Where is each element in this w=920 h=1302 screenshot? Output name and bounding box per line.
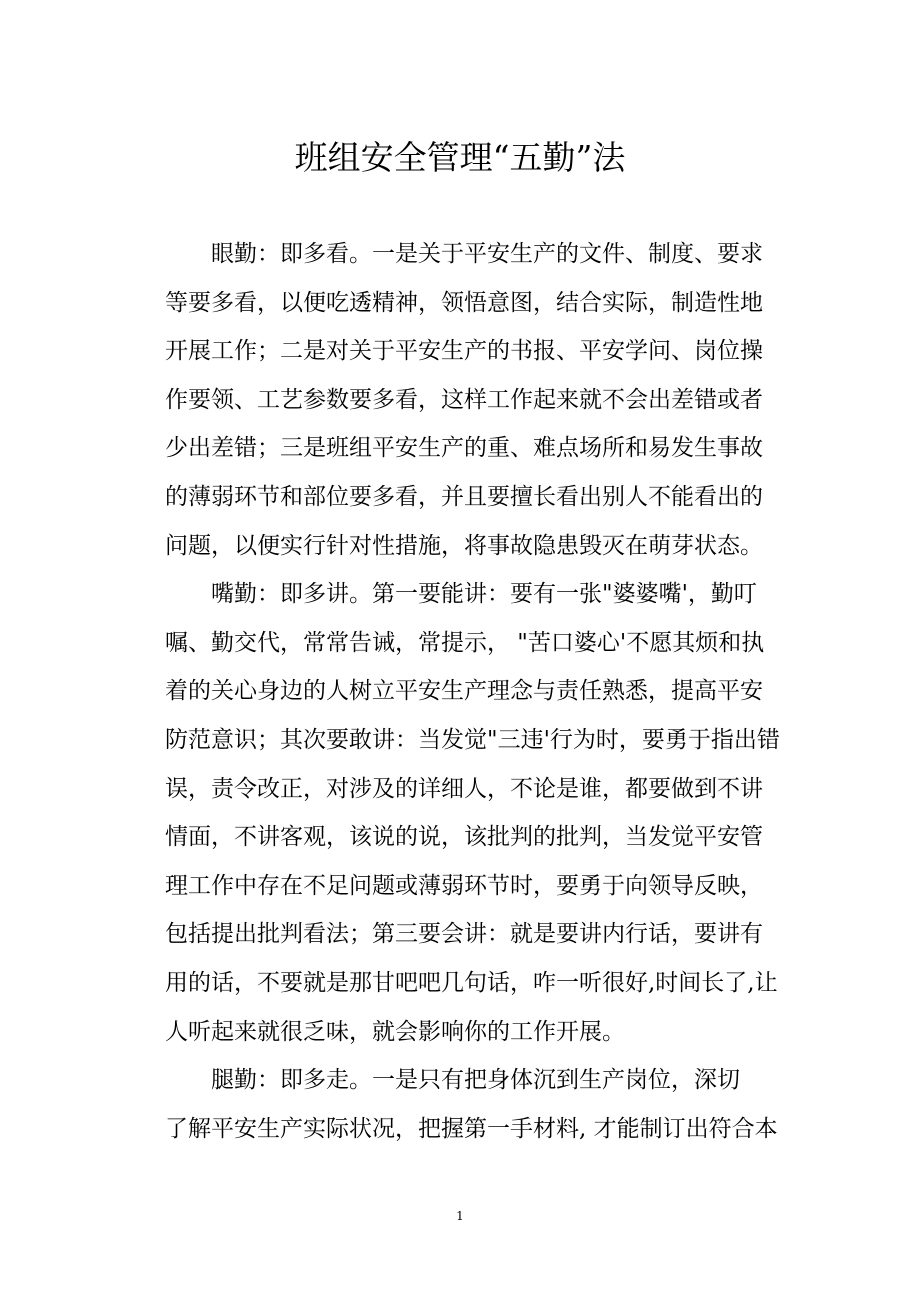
text-line: 开展工作；二是对关于平安生产的书报、平安学问、岗位操 [165,338,763,365]
text-line: 情面，不讲客观，该说的说，该批判的批判，当发觉平安管 [165,824,763,851]
text-line: 眼勤：即多看。一是关于平安生产的文件、制度、要求 [211,241,763,267]
text-line: 作要领、工艺参数要多看，这样工作起来就不会出差错或者 [165,386,763,413]
text-line: 着的关心身边的人树立平安生产理念与责任熟悉，提高平安 [165,678,763,705]
page-number: 1 [456,1209,464,1223]
text-line: 防范意识；其次要敢讲：当发觉"三违'行为时，要勇于指出错 [165,726,780,753]
document-title: 班组安全管理“五勤”法 [294,138,626,177]
text-line: 等要多看，以便吃透精神，领悟意图，结合实际，制造性地 [165,289,763,316]
text-line: 问题，以便实行针对性措施，将事故隐患毁灭在萌芽状态。 [165,532,763,559]
text-line: 理工作中存在不足问题或薄弱环节时，要勇于向领导反映， [165,872,763,899]
text-line: 腿勤：即多走。一是只有把身体沉到生产岗位，深切 [211,1067,740,1094]
text-line: 少出差错；三是班组平安生产的重、难点场所和易发生事故 [165,435,763,462]
text-line: 嘱、勤交代，常常告诫，常提示， "苦口婆心'不愿其烦和执 [165,629,765,656]
document-body [165,230,785,1153]
text-line: 用的话，不要就是那甘吧吧几句话，咋一听很好,时间长了,让 [165,969,778,996]
text-line: 嘴勤：即多讲。第一要能讲：要有一张"婆婆嘴'，勤叮 [211,581,757,608]
text-line: 包括提出批判看法；第三要会讲：就是要讲内行话，要讲有 [165,921,763,948]
text-line: 人听起来就很乏味，就会影响你的工作开展。 [165,1018,625,1045]
text-line: 误，责令改正，对涉及的详细人，不论是谁，都要做到不讲 [165,775,763,802]
text-line: 的薄弱环节和部位要多看，并且要擅长看出别人不能看出的 [165,483,763,510]
text-line: 了解平安生产实际状况，把握第一手材料, 才能制订出符合本 [165,1115,778,1142]
